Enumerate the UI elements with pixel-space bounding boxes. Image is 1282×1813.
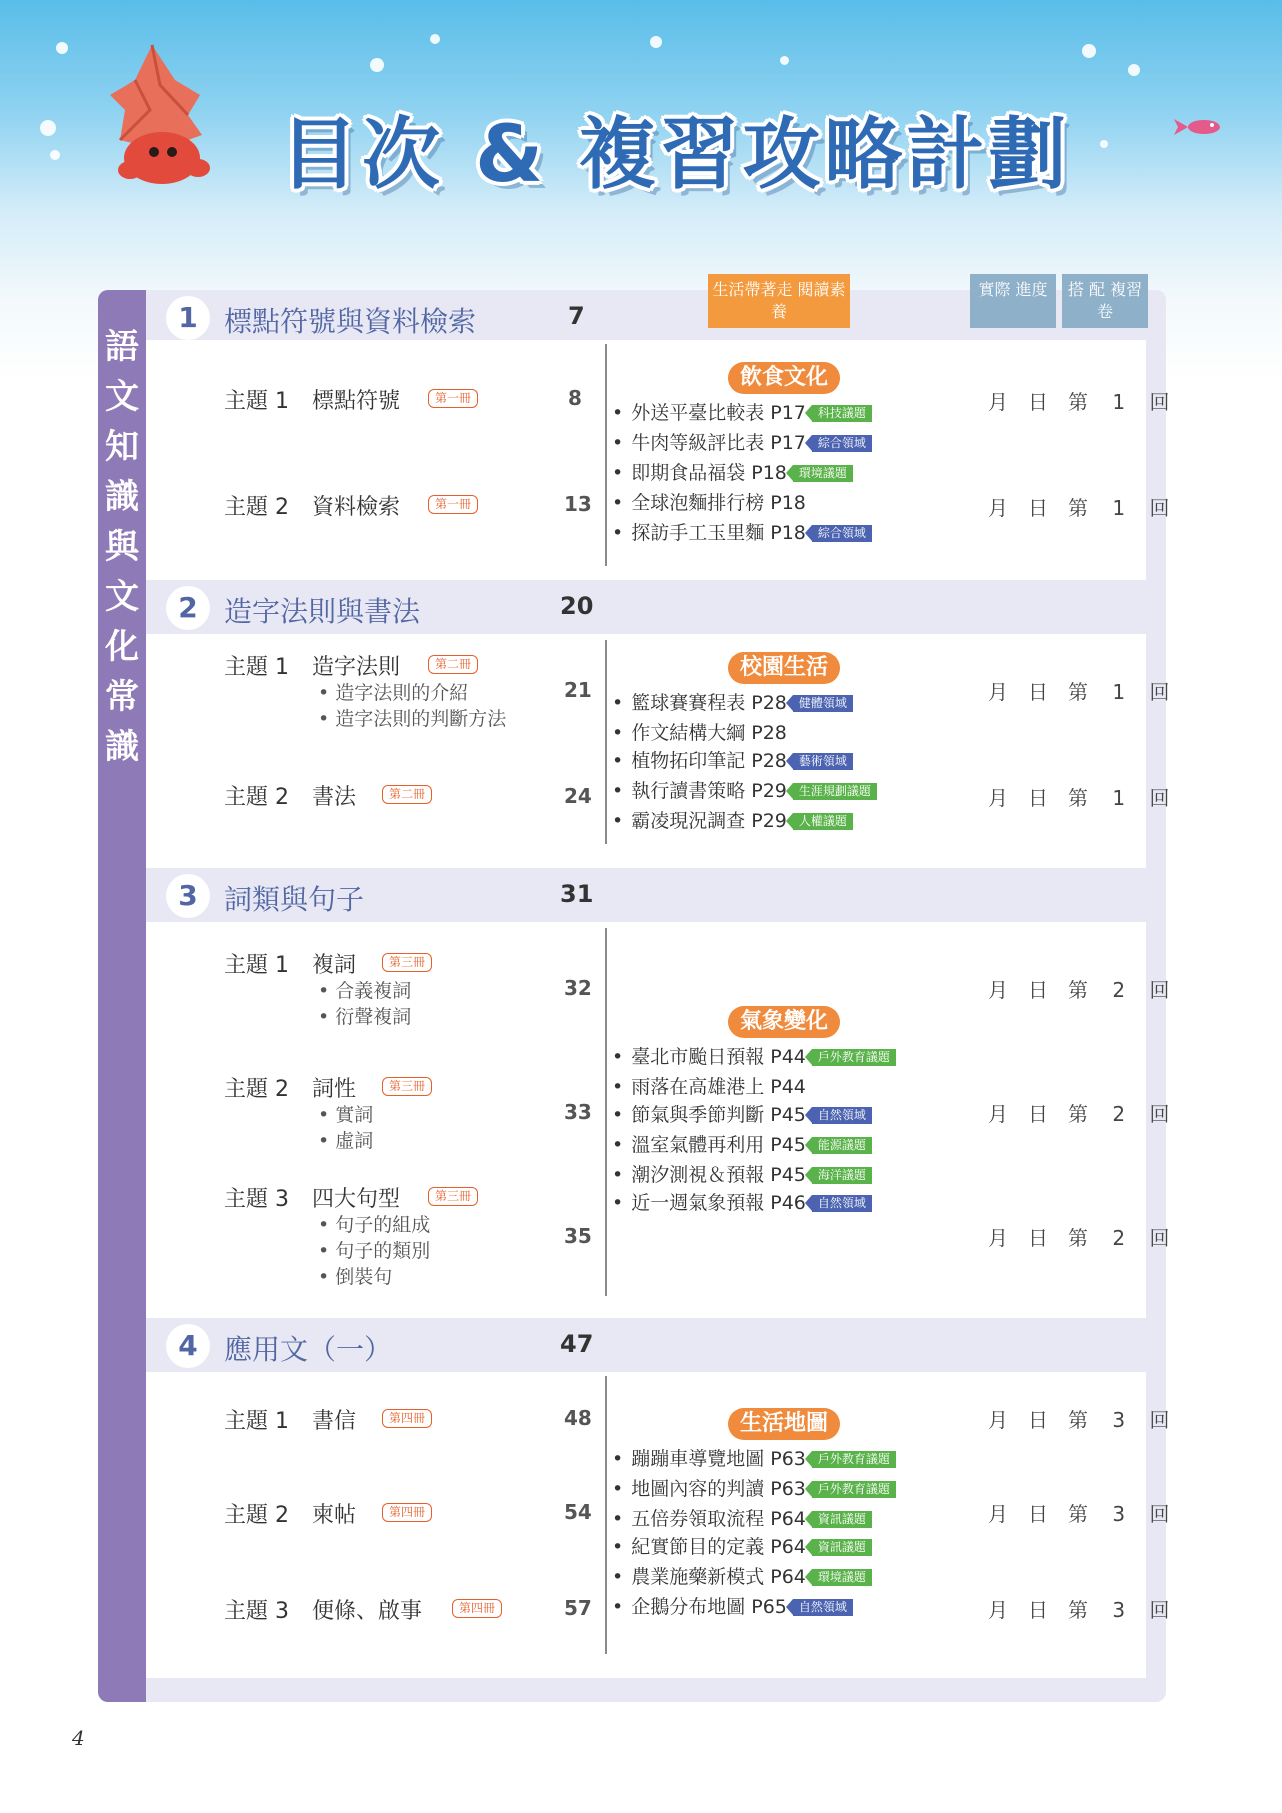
topic-page: 54 xyxy=(564,1500,592,1524)
topic-label: 主題 2 xyxy=(224,495,289,520)
chapter-number: 2 xyxy=(166,586,210,630)
reading-item[interactable]: • 五倍券領取流程 P64 資訊議題 xyxy=(612,1504,872,1531)
topic-name[interactable]: 標點符號 xyxy=(312,389,401,414)
reading-column-header: 生活帶著走 閱讀素養 xyxy=(708,274,850,328)
reading-item[interactable]: • 潮汐測視＆預報 P45 海洋議題 xyxy=(612,1160,872,1187)
topic-page: 8 xyxy=(568,386,582,410)
topic-label: 主題 1 xyxy=(224,655,289,680)
volume-badge: 第四冊 xyxy=(382,1503,432,1522)
subtopic: • 句子的組成 xyxy=(318,1210,430,1237)
reading-item[interactable]: • 臺北市颱日預報 P44 戶外教育議題 xyxy=(612,1042,896,1069)
reading-item[interactable]: • 蹦蹦車導覽地圖 P63 戶外教育議題 xyxy=(612,1444,896,1471)
subject-tag: 自然領域 xyxy=(812,1195,872,1212)
volume-badge: 第一冊 xyxy=(428,389,478,408)
subtopic: • 虛詞 xyxy=(318,1126,373,1153)
reading-item[interactable]: • 地圖內容的判讀 P63 戶外教育議題 xyxy=(612,1474,896,1501)
reading-item[interactable]: • 牛肉等級評比表 P17 綜合領域 xyxy=(612,428,872,455)
topic-page: 21 xyxy=(564,678,592,702)
reading-item[interactable]: • 雨落在高雄港上 P44 xyxy=(612,1072,806,1099)
reading-item[interactable]: • 籃球賽賽程表 P28 健體領域 xyxy=(612,688,853,715)
progress-slot[interactable]: 月 日 第 1 回 xyxy=(988,390,1170,414)
reading-category: 生活地圖 xyxy=(728,1408,840,1440)
subject-tag: 能源議題 xyxy=(812,1137,872,1154)
topic-name[interactable]: 複詞 xyxy=(312,953,357,978)
subtopic: • 造字法則的判斷方法 xyxy=(318,704,506,731)
subject-tag: 綜合領域 xyxy=(812,525,872,542)
subject-tag: 海洋議題 xyxy=(812,1167,872,1184)
column-divider xyxy=(605,928,607,1296)
reading-category: 飲食文化 xyxy=(728,362,840,394)
bubble-decoration xyxy=(1082,44,1096,58)
subject-tag: 資訊議題 xyxy=(812,1511,872,1528)
column-divider xyxy=(605,1376,607,1654)
subject-tag: 自然領域 xyxy=(812,1107,872,1124)
topic-name[interactable]: 四大句型 xyxy=(312,1187,401,1212)
volume-badge: 第二冊 xyxy=(428,655,478,674)
subtopic: • 衍聲複詞 xyxy=(318,1002,411,1029)
bubble-decoration xyxy=(780,56,789,65)
reading-item[interactable]: • 作文結構大綱 P28 xyxy=(612,718,787,745)
chapter-number: 4 xyxy=(166,1324,210,1368)
chapter-page: 31 xyxy=(560,880,594,908)
topic-page: 32 xyxy=(564,976,592,1000)
topic-label: 主題 1 xyxy=(224,389,289,414)
progress-slot[interactable]: 月 日 第 1 回 xyxy=(988,786,1170,810)
progress-slot[interactable]: 月 日 第 2 回 xyxy=(988,1102,1170,1126)
chapter-page: 7 xyxy=(568,302,585,330)
reading-category: 校園生活 xyxy=(728,652,840,684)
subject-tag: 戶外教育議題 xyxy=(812,1451,896,1468)
reading-item[interactable]: • 植物拓印筆記 P28 藝術領域 xyxy=(612,746,853,773)
topic-page: 57 xyxy=(564,1596,592,1620)
topic-name[interactable]: 書信 xyxy=(312,1409,357,1434)
subject-tag: 生涯規劃議題 xyxy=(793,783,877,800)
section-spine-title: 語 文 知 識 與 文 化 常 識 xyxy=(105,327,139,767)
reading-item[interactable]: • 農業施藥新模式 P64 環境議題 xyxy=(612,1562,872,1589)
progress-slot[interactable]: 月 日 第 3 回 xyxy=(988,1502,1170,1526)
topic-page: 33 xyxy=(564,1100,592,1124)
chapter-title[interactable]: 造字法則與書法 xyxy=(224,595,421,628)
topic-page: 13 xyxy=(564,492,592,516)
topic-name[interactable]: 書法 xyxy=(312,785,357,810)
chapter-number: 1 xyxy=(166,296,210,340)
subject-tag: 戶外教育議題 xyxy=(812,1481,896,1498)
topic-name[interactable]: 資料檢索 xyxy=(312,495,401,520)
subject-tag: 環境議題 xyxy=(812,1569,872,1586)
reading-item[interactable]: • 溫室氣體再利用 P45 能源議題 xyxy=(612,1130,872,1157)
topic-name[interactable]: 柬帖 xyxy=(312,1503,357,1528)
subject-tag: 健體領域 xyxy=(793,695,853,712)
page-number: 4 xyxy=(72,1726,85,1750)
subtopic: • 倒裝句 xyxy=(318,1262,392,1289)
bubble-decoration xyxy=(1100,140,1108,148)
volume-badge: 第三冊 xyxy=(382,1077,432,1096)
reading-item[interactable]: • 霸凌現況調查 P29 人權議題 xyxy=(612,806,853,833)
volume-badge: 第四冊 xyxy=(382,1409,432,1428)
reading-item[interactable]: • 全球泡麵排行榜 P18 xyxy=(612,488,806,515)
progress-slot[interactable]: 月 日 第 3 回 xyxy=(988,1598,1170,1622)
subject-tag: 綜合領域 xyxy=(812,435,872,452)
progress-slot[interactable]: 月 日 第 2 回 xyxy=(988,1226,1170,1250)
topic-label: 主題 1 xyxy=(224,1409,289,1434)
subject-tag: 人權議題 xyxy=(793,813,853,830)
column-divider xyxy=(605,640,607,844)
hermit-crab-mascot xyxy=(90,40,220,190)
subject-tag: 戶外教育議題 xyxy=(812,1049,896,1066)
subject-tag: 資訊議題 xyxy=(812,1539,872,1556)
progress-slot[interactable]: 月 日 第 1 回 xyxy=(988,680,1170,704)
bubble-decoration xyxy=(370,58,384,72)
page-title: 目次 & 複習攻略計劃 xyxy=(280,110,1071,200)
topic-label: 主題 2 xyxy=(224,1077,289,1102)
topic-label: 主題 2 xyxy=(224,785,289,810)
subject-tag: 藝術領域 xyxy=(793,753,853,770)
reading-item[interactable]: • 近一週氣象預報 P46 自然領域 xyxy=(612,1188,872,1215)
column-divider xyxy=(605,344,607,566)
bubble-decoration xyxy=(56,42,68,54)
topic-label: 主題 2 xyxy=(224,1503,289,1528)
reading-item[interactable]: • 外送平臺比較表 P17 科技議題 xyxy=(612,398,872,425)
chapter-title[interactable]: 應用文（一） xyxy=(224,1333,393,1366)
topic-name[interactable]: 造字法則 xyxy=(312,655,401,680)
bubble-decoration xyxy=(650,36,662,48)
topic-name[interactable]: 便條、啟事 xyxy=(312,1599,423,1624)
paired-review-header: 搭 配 複習卷 xyxy=(1062,274,1148,328)
topic-page: 35 xyxy=(564,1224,592,1248)
volume-badge: 第一冊 xyxy=(428,495,478,514)
bubble-decoration xyxy=(430,34,440,44)
progress-slot[interactable]: 月 日 第 2 回 xyxy=(988,978,1170,1002)
reading-item[interactable]: • 節氣與季節判斷 P45 自然領域 xyxy=(612,1100,872,1127)
reading-item[interactable]: • 紀實節目的定義 P64 資訊議題 xyxy=(612,1532,872,1559)
bubble-decoration xyxy=(50,150,60,160)
bubble-decoration xyxy=(1128,64,1140,76)
chapter-title[interactable]: 標點符號與資料檢索 xyxy=(224,305,477,338)
progress-slot[interactable]: 月 日 第 1 回 xyxy=(988,496,1170,520)
chapter-page: 20 xyxy=(560,592,594,620)
reading-item[interactable]: • 企鵝分布地圖 P65 自然領域 xyxy=(612,1592,853,1619)
volume-badge: 第三冊 xyxy=(382,953,432,972)
topic-label: 主題 3 xyxy=(224,1187,289,1212)
reading-item[interactable]: • 執行讀書策略 P29 生涯規劃議題 xyxy=(612,776,877,803)
subtopic: • 實詞 xyxy=(318,1100,373,1127)
bubble-decoration xyxy=(40,120,56,136)
subject-tag: 自然領域 xyxy=(793,1599,853,1616)
subtopic: • 造字法則的介紹 xyxy=(318,678,468,705)
fish-decoration xyxy=(1170,116,1226,138)
subtopic: • 合義複詞 xyxy=(318,976,411,1003)
volume-badge: 第三冊 xyxy=(428,1187,478,1206)
volume-badge: 第二冊 xyxy=(382,785,432,804)
subtopic: • 句子的類別 xyxy=(318,1236,430,1263)
chapter-page: 47 xyxy=(560,1330,594,1358)
actual-progress-header: 實際 進度 xyxy=(970,274,1056,328)
reading-item[interactable]: • 即期食品福袋 P18 環境議題 xyxy=(612,458,853,485)
progress-slot[interactable]: 月 日 第 3 回 xyxy=(988,1408,1170,1432)
reading-item[interactable]: • 探訪手工玉里麵 P18 綜合領域 xyxy=(612,518,872,545)
chapter-title[interactable]: 詞類與句子 xyxy=(224,883,365,916)
topic-name[interactable]: 詞性 xyxy=(312,1077,357,1102)
subject-tag: 科技議題 xyxy=(812,405,872,422)
topic-page: 24 xyxy=(564,784,592,808)
subject-tag: 環境議題 xyxy=(793,465,853,482)
topic-label: 主題 1 xyxy=(224,953,289,978)
chapter-number: 3 xyxy=(166,874,210,918)
reading-category: 氣象變化 xyxy=(728,1006,840,1038)
volume-badge: 第四冊 xyxy=(452,1599,502,1618)
topic-label: 主題 3 xyxy=(224,1599,289,1624)
topic-page: 48 xyxy=(564,1406,592,1430)
